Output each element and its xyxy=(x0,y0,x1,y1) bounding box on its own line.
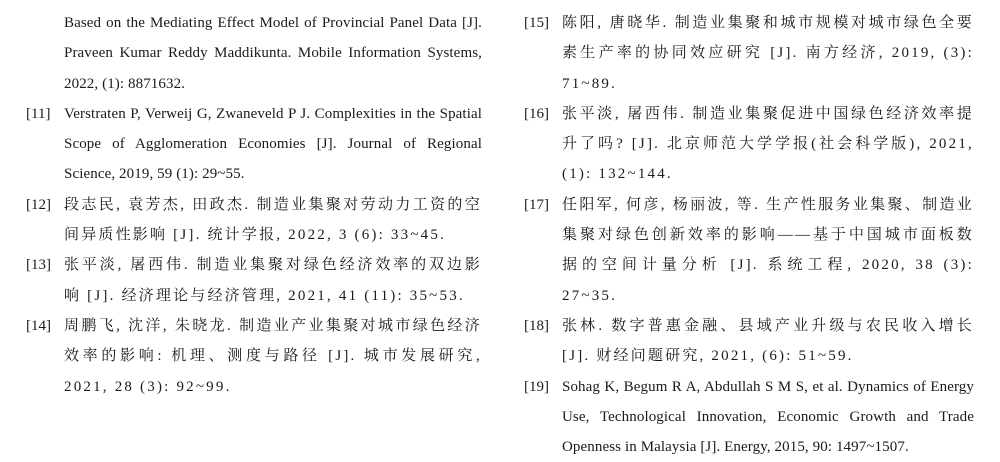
reference-item xyxy=(26,311,482,402)
reference-number: [18] xyxy=(524,317,549,334)
left-column xyxy=(26,8,482,402)
reference-item xyxy=(524,190,974,311)
reference-item xyxy=(26,99,482,190)
reference-text: 张平淡, 屠西伟. 制造业集聚对绿色经济效率的双边影响 [J]. 经济理论与经济管理, 2021, 41 (11): 35~53. xyxy=(64,257,482,304)
reference-text: 任阳军, 何彦, 杨丽波, 等. 生产性服务业集聚、制造业集聚对绿色创新效率的影响——基于中国城市面板数据的空间计量分析 [J]. 系统工程, 2020, 38 (3): 27~35. xyxy=(562,196,974,304)
reference-text: Verstraten P, Verweij G, Zwaneveld P J. Complexities in the Spatial Scope of Agglomeration Economies [J]. Journal of Regional Science, 2019, 59 (1): 29~55. xyxy=(64,105,482,183)
reference-item xyxy=(524,99,974,190)
reference-text: 张林. 数字普惠金融、县域产业升级与农民收入增长 [J]. 财经问题研究, 2021, (6): 51~59. xyxy=(562,317,974,365)
reference-number: [16] xyxy=(524,105,549,122)
reference-number: [19] xyxy=(524,378,549,395)
reference-text: 段志民, 袁芳杰, 田政杰. 制造业集聚对劳动力工资的空间异质性影响 [J]. 统计学报, 2022, 3 (6): 33~45. xyxy=(64,196,482,244)
reference-item xyxy=(524,8,974,99)
reference-item xyxy=(26,250,482,311)
reference-number: [12] xyxy=(26,196,51,213)
reference-item xyxy=(524,372,974,462)
reference-number: [14] xyxy=(26,317,51,334)
reference-text: 张平淡, 屠西伟. 制造业集聚促进中国绿色经济效率提升了吗? [J]. 北京师范大学学报(社会科学版), 2021, (1): 132~144. xyxy=(562,105,974,183)
reference-item xyxy=(26,190,482,251)
reference-number: [17] xyxy=(524,196,549,213)
reference-number: [15] xyxy=(524,15,549,31)
reference-text: Sohag K, Begum R A, Abdullah S M S, et al. Dynamics of Energy Use, Technological Innovation, Economic Growth and Trade Openness in Malaysia [J]. Energy, 2015, 90: 1497~1507. xyxy=(562,378,974,456)
reference-number: [13] xyxy=(26,257,51,274)
reference-item xyxy=(524,311,974,372)
reference-item xyxy=(26,8,482,99)
reference-number: [11] xyxy=(26,105,51,122)
reference-text: Based on the Mediating Effect Model of Provincial Panel Data [J]. Praveen Kumar Reddy Maddikunta. Mobile Information Systems, 2022, (1): 8871632. xyxy=(64,15,482,92)
right-column xyxy=(524,8,974,462)
reference-text: 陈阳, 唐晓华. 制造业集聚和城市规模对城市绿色全要素生产率的协同效应研究 [J]. 南方经济, 2019, (3): 71~89. xyxy=(562,15,974,92)
reference-text: 周鹏飞, 沈洋, 朱晓龙. 制造业产业集聚对城市绿色经济效率的影响: 机理、测度与路径 [J]. 城市发展研究, 2021, 28 (3): 92~99. xyxy=(64,317,482,395)
